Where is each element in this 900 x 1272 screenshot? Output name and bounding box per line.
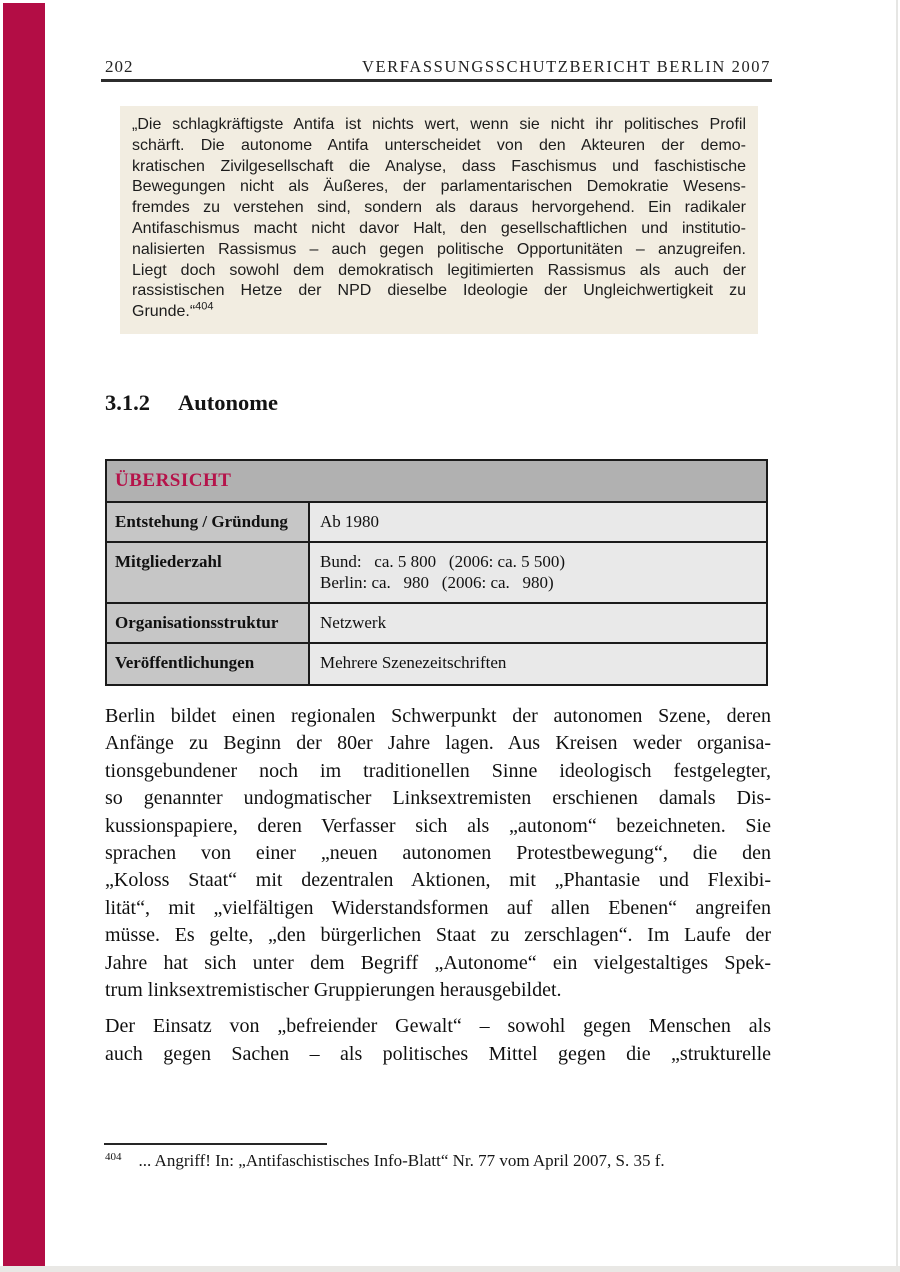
text-line: trum linksextremistischer Gruppierungen herausgebildet. bbox=[105, 979, 562, 1002]
text-line: kratischen Zivilgesellschaft die Analyse, dass Faschismus und faschistische bbox=[132, 157, 746, 175]
section-heading bbox=[105, 390, 278, 416]
running-header-title: VERFASSUNGSSCHUTZBERICHT BERLIN 2007 bbox=[361, 57, 771, 76]
page-bottom-edge bbox=[0, 1266, 900, 1272]
table-row-value bbox=[308, 543, 766, 602]
table-row-value bbox=[308, 644, 766, 684]
table-row-label: Organisationsstruktur bbox=[107, 604, 308, 642]
text-line: fremdes zu verstehen sind, sondern als daraus hervorgehend. Ein radikaler bbox=[132, 199, 746, 217]
table-row-label: Mitgliederzahl bbox=[107, 543, 308, 602]
table-row bbox=[107, 501, 766, 541]
text-line: tionsgebundener noch im traditionellen Sinne ideologisch festgelegter, bbox=[105, 759, 771, 782]
text-line: so genannter undogmatischer Linksextremisten erschienen damals Dis- bbox=[105, 787, 771, 810]
text-line: müsse. Es gelte, „den bürgerlichen Staat zu zerschlagen“. Im Laufe der bbox=[105, 924, 771, 947]
text-line: auch gegen Sachen – als politisches Mittel gegen die „strukturelle bbox=[105, 1042, 771, 1065]
table-title-row bbox=[107, 461, 766, 501]
value-line: Mehrere Szenezeitschriften bbox=[320, 653, 507, 672]
table-row bbox=[107, 642, 766, 684]
table-title: ÜBERSICHT bbox=[115, 470, 232, 491]
table-rows bbox=[107, 501, 766, 684]
table-row bbox=[107, 541, 766, 602]
page-edge-accent-bar bbox=[3, 3, 45, 1266]
overview-table bbox=[105, 459, 768, 686]
paragraph bbox=[105, 703, 771, 1004]
table-row-label: Entstehung / Gründung bbox=[107, 503, 308, 541]
text-line: nalisierten Rassismus – auch gegen politische Opportunitäten – anzugreifen. bbox=[132, 240, 746, 258]
text-line: kussionspapiere, deren Verfasser sich als „autonom“ bezeichneten. Sie bbox=[105, 814, 771, 837]
table-row bbox=[107, 602, 766, 642]
page-right-edge bbox=[896, 0, 898, 1272]
text-line: „Die schlagkräftigste Antifa ist nichts wert, wenn sie nicht ihr politisches Profil bbox=[132, 116, 746, 133]
paragraph bbox=[105, 1013, 771, 1068]
text-line: „Koloss Staat“ mit dezentralen Aktionen, mit „Phantasie und Flexibi- bbox=[105, 869, 771, 892]
footnote-text: ... Angriff! In: „Antifaschistisches Info-Blatt“ Nr. 77 vom April 2007, S. 35 f. bbox=[138, 1151, 665, 1170]
value-line: Bund: ca. 5 800 (2006: ca. 5 500) bbox=[320, 552, 566, 571]
body-text bbox=[105, 703, 771, 1077]
text-line: Grunde.“$^{404}$ bbox=[132, 300, 214, 321]
text-line: Liegt doch sowohl dem demokratisch legitimierten Rassismus als auch der bbox=[132, 261, 746, 279]
table-row-value bbox=[308, 503, 766, 541]
page-header bbox=[105, 57, 771, 77]
section-number: 3.1.2 bbox=[105, 390, 150, 415]
footnote-ref: 404 bbox=[195, 300, 214, 313]
value-line: Berlin: ca. 980 (2006: ca. 980) bbox=[320, 573, 554, 592]
text-line: Bewegungen nicht als Äußeres, der parlamentarischen Demokratie Wesens- bbox=[132, 178, 746, 196]
text-line: Antifaschismus macht nicht davor Halt, den gesellschaftlichen und institutio- bbox=[132, 219, 746, 237]
text-line: sprachen von einer „neuen autonomen Protestbewegung“, die den bbox=[105, 842, 771, 865]
footnote-ref: 404 bbox=[105, 1151, 122, 1163]
page-number: 202 bbox=[105, 57, 134, 76]
table-row-value bbox=[308, 604, 766, 642]
value-line: Netzwerk bbox=[320, 613, 387, 632]
footnote-separator-rule bbox=[104, 1143, 327, 1145]
value-line: Ab 1980 bbox=[320, 512, 380, 531]
table-row-label: Veröffentlichungen bbox=[107, 644, 308, 684]
text-line: rassistischen Hetze der NPD dieselbe Ideologie der Ungleichwertigkeit zu bbox=[132, 282, 746, 300]
text-line: Der Einsatz von „befreiender Gewalt“ – sowohl gegen Menschen als bbox=[105, 1015, 771, 1038]
footnote bbox=[105, 1151, 775, 1171]
text-line: Anfänge zu Beginn der 80er Jahre lagen. Aus Kreisen weder organisa- bbox=[105, 732, 771, 755]
text-line: schärft. Die autonome Antifa unterscheidet von den Akteuren der demo- bbox=[132, 136, 746, 154]
section-title: Autonome bbox=[178, 390, 278, 415]
text-line: Jahre hat sich unter dem Begriff „Autonome“ ein vielgestaltiges Spek- bbox=[105, 951, 771, 974]
header-rule bbox=[101, 79, 772, 82]
text-line: lität“, mit „vielfältigen Widerstandsformen auf allen Ebenen“ angreifen bbox=[105, 896, 771, 919]
text-line: Berlin bildet einen regionalen Schwerpunkt der autonomen Szene, deren bbox=[105, 705, 771, 727]
quote-block bbox=[120, 106, 758, 334]
